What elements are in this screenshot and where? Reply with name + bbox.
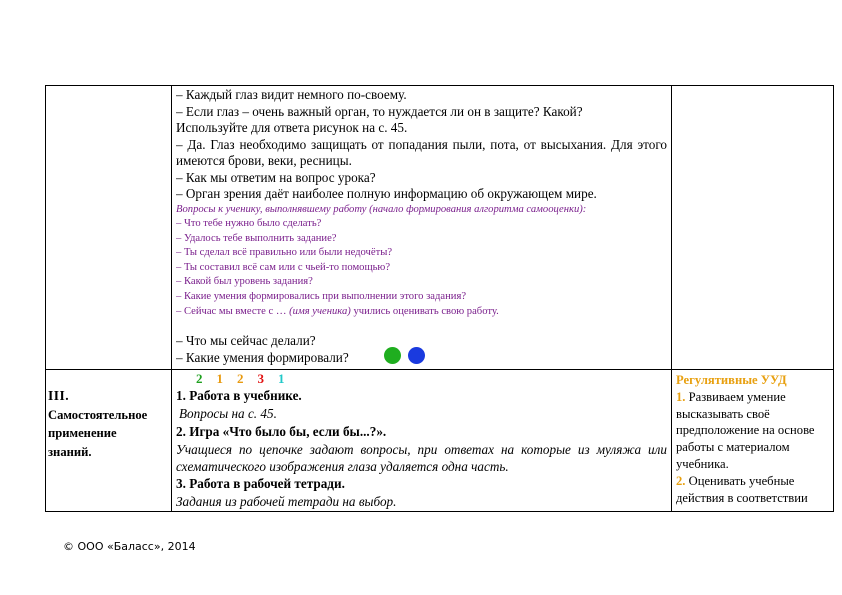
item2-text: Учащиеся по цепочке задают вопросы, при ответах на которые из муляжа или схематического изображения глаза удаляется одна часть. [176,442,667,474]
table-border-right [833,85,834,512]
column-divider-1 [171,85,172,512]
questions-heading: Вопросы к ученику, выполнявшему работу (начало формирования алгоритма самооценки): [176,203,587,215]
difficulty-numbers [176,371,667,387]
closing-line: – Что мы сейчас делали? [176,333,316,349]
spacer [176,319,667,333]
text-line: – Как мы ответим на вопрос урока? [176,169,376,185]
question-item: – Ты сделал всё правильно или были недочёты? [176,247,393,259]
table-border-bottom [45,511,834,512]
stage-cell [48,387,170,507]
uud-cell [676,372,830,509]
difficulty-number: 1 [278,371,285,386]
row-divider [45,369,834,370]
difficulty-number: 2 [237,371,244,386]
item2-title: 2. Игра «Что было бы, если бы...?». [176,424,387,439]
stage-number: III. [48,388,70,403]
question-item: – Какой был уровень задания? [176,276,313,288]
green-circle-icon [384,347,401,364]
column-divider-2 [671,85,672,512]
text-line: – Каждый глаз видит немного по-своему. [176,87,407,102]
difficulty-number: 1 [216,371,223,386]
text-line: – Орган зрения даёт наиболее полную информацию об окружающем мире. [176,186,597,201]
question-item: – Ты составил всё сам или с чьей-то помощью? [176,261,391,273]
table-border-left [45,85,46,512]
item1-title: 1. Работа в учебнике. [176,388,302,403]
text-paragraph: – Да. Глаз необходимо защищать от попадания пыли, пота, от высыхания. Для этого имеются брови, веки, ресницы. [176,136,667,168]
question-item: – Удалось тебе выполнить задание? [176,232,337,244]
uud-item-2 [676,473,830,507]
uud-heading: Регулятивные УУД [676,373,787,387]
stage-name-line: Самостоятельное [48,407,148,422]
uud-item-number: 1. [676,389,686,404]
question-item: – Что тебе нужно было сделать? [176,218,322,230]
blue-circle-icon [408,347,425,364]
row1-content-cell [176,87,667,369]
copyright-footer: © ООО «Баласс», 2014 [63,540,196,553]
text-line: – Если глаз – очень важный орган, то нуждается ли он в защите? Какой? [176,103,583,119]
question-italic: (имя ученика) [289,305,351,317]
item3-text: Задания из рабочей тетради на выбор. [176,494,397,509]
question-item-last [176,305,667,320]
uud-item-text: Развиваем умение высказывать своё предположение на основе работы с материалом учебника. [676,389,815,471]
question-prefix: – Сейчас мы вместе с … [176,305,290,317]
item1-text: Вопросы на с. 45. [179,406,277,421]
lesson-table [45,85,834,512]
uud-item-text: Оценивать учебные действия в соответствии [676,473,808,505]
uud-item-number: 2. [676,473,686,488]
question-item: – Какие умения формировались при выполнении этого задания? [176,291,467,303]
row2-content-cell [176,371,667,509]
item3-title: 3. Работа в рабочей тетради. [176,476,345,491]
question-suffix: учились оценивать свою работу. [350,305,499,317]
stage-name-line: знаний. [48,444,92,459]
closing-line: – Какие умения формировали? [176,349,349,365]
difficulty-number: 2 [196,371,203,386]
uud-item-1 [676,389,830,473]
table-border-top [45,85,834,86]
stage-name-line: применение [48,426,117,441]
text-line: Используйте для ответа рисунок на с. 45. [176,120,408,135]
difficulty-number: 3 [257,371,264,386]
